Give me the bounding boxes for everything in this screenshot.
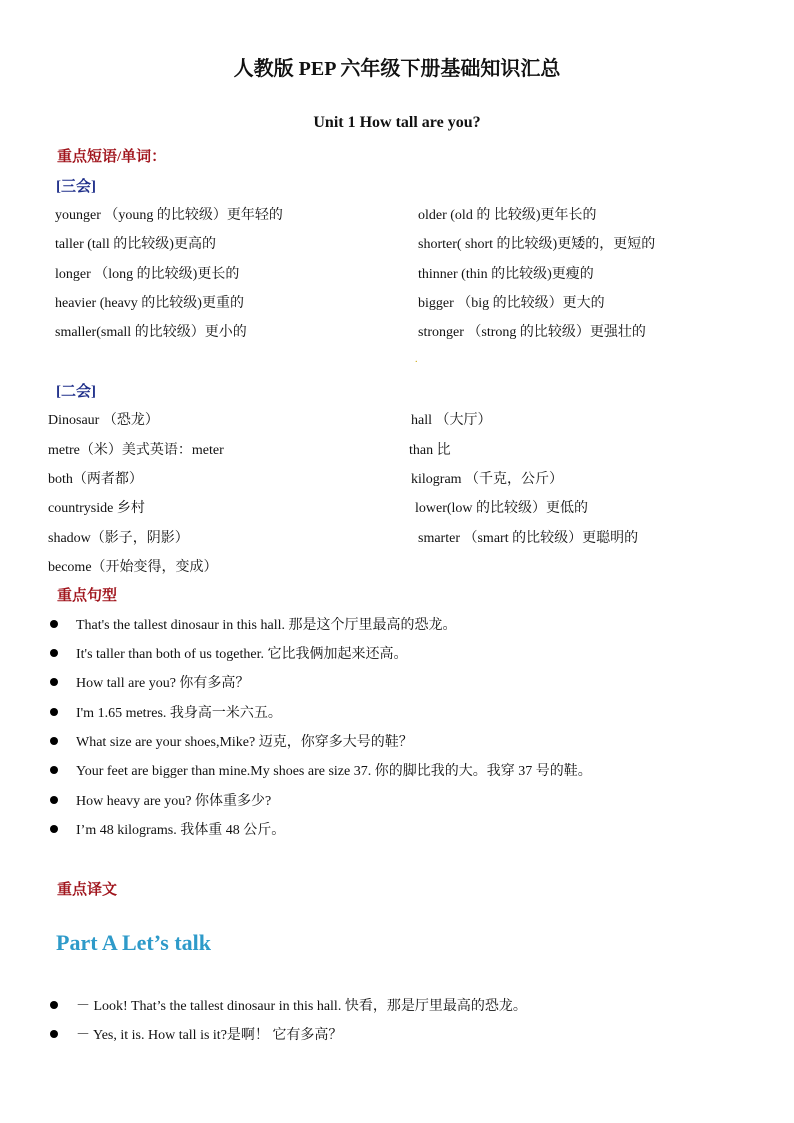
bullet-dot	[50, 1001, 58, 1009]
section-key-phrases: 重点短语/单词：	[57, 149, 167, 165]
vocab-item: both（两者都）	[48, 472, 143, 487]
sentence-item: How tall are you? 你有多高？	[76, 676, 250, 691]
vocab-item: become（开始变得，变成）	[48, 560, 218, 575]
vocab-item: shorter( short 的比较级)更矮的，更短的	[418, 237, 656, 252]
vocab-item: metre（米）美式英语：meter	[48, 443, 224, 458]
sentence-item: I'm 1.65 metres. 我身高一米六五。	[76, 706, 282, 721]
vocab-item: smarter （smart 的比较级）更聪明的	[418, 531, 639, 546]
bullet-dot	[50, 708, 58, 716]
sentence-item: How heavy are you? 你体重多少?	[76, 794, 272, 809]
vocab-item: longer （long 的比较级)更长的	[55, 267, 240, 282]
bullet-dot	[50, 649, 58, 657]
bullet-dot	[50, 620, 58, 628]
bullet-dot	[50, 796, 58, 804]
section-key-translation: 重点译文	[57, 882, 118, 898]
section-three-levels: [三会]	[56, 179, 96, 195]
bullet-dot	[50, 1030, 58, 1038]
vocab-item: countryside 乡村	[48, 501, 145, 516]
bullet-dot	[50, 737, 58, 745]
section-two-levels: [二会]	[56, 384, 96, 400]
unit-heading: Unit 1 How tall are you?	[313, 114, 481, 131]
sentence-item: That's the tallest dinosaur in this hall. 那是这个厅里最高的恐龙。	[76, 618, 457, 633]
vocab-item: bigger （big 的比较级）更大的	[418, 296, 605, 311]
stray-mark: .	[415, 354, 418, 365]
bullet-dot	[50, 766, 58, 774]
section-key-sentences: 重点句型	[57, 588, 118, 604]
vocab-item: smaller(small 的比较级）更小的	[55, 325, 247, 340]
dialogue-line: － Yes, it is. How tall is it?是啊！ 它有多高？	[76, 1028, 343, 1043]
page-title: 人教版 PEP 六年级下册基础知识汇总	[233, 58, 561, 80]
bullet-dot	[50, 825, 58, 833]
bullet-dot	[50, 678, 58, 686]
sentence-item: I’m 48 kilograms. 我体重 48 公斤。	[76, 823, 286, 838]
sentence-item: Your feet are bigger than mine.My shoes are size 37. 你的脚比我的大。我穿 37 号的鞋。	[76, 764, 592, 779]
vocab-item: heavier (heavy 的比较级)更重的	[55, 296, 244, 311]
vocab-item: shadow（影子，阴影）	[48, 531, 189, 546]
vocab-item: stronger （strong 的比较级）更强壮的	[418, 325, 646, 340]
part-heading: Part A Let’s talk	[56, 930, 211, 955]
dialogue-line: － Look! That’s the tallest dinosaur in this hall. 快看，那是厅里最高的恐龙。	[76, 999, 527, 1014]
vocab-item: taller (tall 的比较级)更高的	[55, 237, 216, 252]
sentence-item: What size are your shoes,Mike? 迈克，你穿多大号的鞋？	[76, 735, 413, 750]
vocab-item: hall （大厅）	[411, 413, 492, 428]
vocab-item: than 比	[409, 443, 451, 458]
sentence-item: It's taller than both of us together. 它比我俩加起来还高。	[76, 647, 408, 662]
vocab-item: thinner (thin 的比较级)更瘦的	[418, 267, 594, 282]
vocab-item: lower(low 的比较级）更低的	[415, 501, 589, 516]
vocab-item: kilogram （千克，公斤）	[411, 472, 564, 487]
vocab-item: younger （young 的比较级）更年轻的	[55, 208, 283, 223]
vocab-item: Dinosaur （恐龙）	[48, 413, 159, 428]
vocab-item: older (old 的 比较级)更年长的	[418, 208, 597, 223]
